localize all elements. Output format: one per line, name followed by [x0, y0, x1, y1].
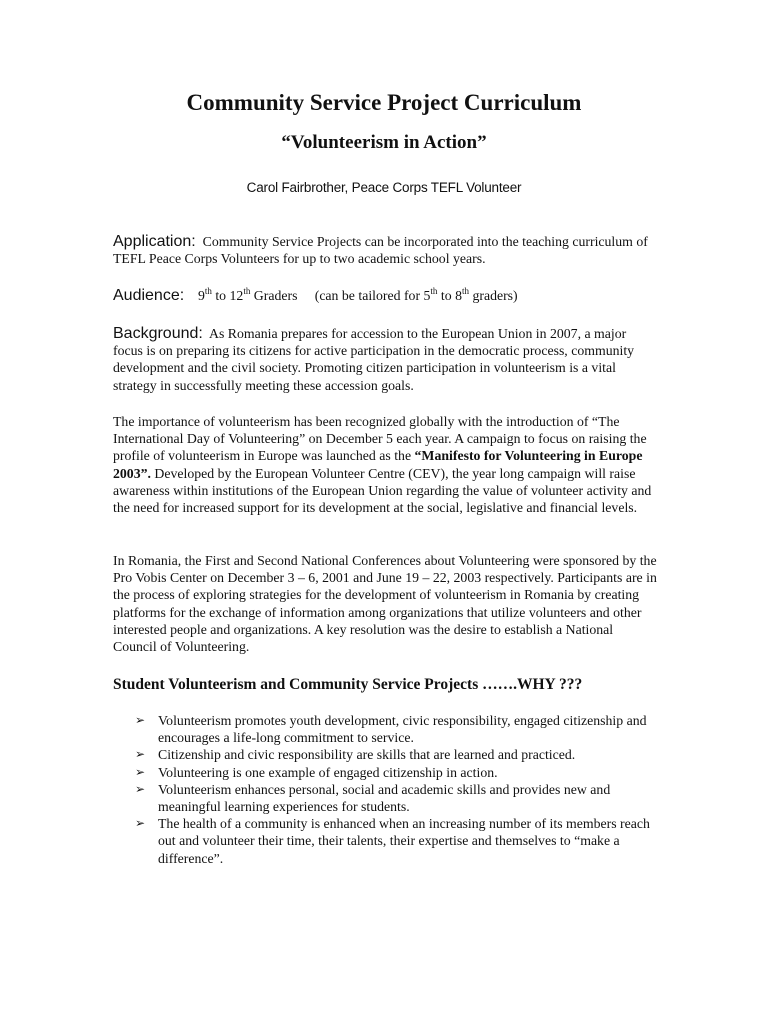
audience-paragraph	[113, 287, 658, 304]
audience-tailored-end: 8	[455, 288, 462, 303]
audience-graders: Graders	[250, 288, 298, 303]
why-bullet-list	[135, 712, 660, 867]
audience-grade-end-suffix: th	[243, 286, 251, 296]
audience-label: Audience:	[113, 287, 185, 304]
audience-tailored-to: to	[437, 288, 456, 303]
paragraph-romania	[113, 552, 658, 655]
author-line: Carol Fairbrother, Peace Corps TEFL Volunteer	[246, 180, 522, 195]
arrow-bullet-icon: ➢	[135, 713, 146, 727]
background-label: Background:	[113, 325, 203, 342]
document-title: Community Service Project Curriculum	[186, 90, 582, 115]
bullet-text: Volunteerism promotes youth development, civic responsibility, engaged citizenship and encourages a life-long commitment to service.	[158, 713, 647, 746]
arrow-bullet-icon: ➢	[135, 747, 146, 762]
background-paragraph	[113, 325, 658, 394]
audience-grade-start-suffix: th	[204, 286, 212, 296]
document-subtitle: “Volunteerism in Action”	[281, 132, 487, 153]
audience-tailored-start: 5	[423, 288, 431, 303]
background-text: As Romania prepares for accession to the European Union in 2007, a major focus is on preparing its citizens for active participation in the democratic process, community development and the civil society. Promoting citizen participation in volunteerism is a vital strategy in successfully meeting these accession goals.	[113, 326, 635, 393]
audience-grade-end: 12	[229, 288, 244, 303]
audience-tailored-start-suffix: th	[430, 286, 438, 296]
list-item	[135, 815, 660, 867]
section-heading: Student Volunteerism and Community Service Projects …….WHY ???	[113, 676, 583, 693]
audience-tailored-suffix: graders)	[469, 288, 518, 303]
arrow-bullet-icon: ➢	[135, 816, 146, 831]
list-item	[135, 746, 660, 763]
arrow-bullet-icon: ➢	[135, 781, 146, 796]
paragraph-manifesto-rest: Developed by the European Volunteer Centre (CEV), the year long campaign will raise awareness within institutions of the European Union regarding the value of volunteer activity and the need for increased support for its development at the social, legislative and financial levels.	[113, 465, 652, 516]
audience-tailored-prefix: (can be tailored for	[314, 288, 424, 303]
application-label: Application:	[113, 233, 196, 250]
bullet-text: The health of a community is enhanced when an increasing number of its members reach out and volunteer their time, their talents, their expertise and themselves to “make a difference”.	[158, 816, 650, 866]
application-paragraph	[113, 233, 658, 267]
list-item	[135, 712, 660, 746]
audience-tailored-end-suffix: th	[461, 286, 469, 296]
bullet-text: Volunteerism enhances personal, social and academic skills and provides new and meaningful learning experiences for students.	[158, 781, 611, 815]
paragraph-manifesto-intro: The importance of volunteerism has been recognized globally with the introduction of “The International Day of Volunteering” on December 5 each year. A campaign to focus on raising the profile of volunteerism in Europe was launched as the	[113, 414, 647, 464]
bullet-text: Citizenship and civic responsibility are skills that are learned and practiced.	[158, 747, 576, 763]
bullet-text: Volunteering is one example of engaged citizenship in action.	[158, 764, 498, 780]
paragraph-manifesto	[113, 413, 658, 516]
list-item	[135, 764, 660, 781]
list-item	[135, 781, 660, 815]
paragraph-romania-text: In Romania, the First and Second National Conferences about Volunteering were sponsored by the Pro Vobis Center on December 3 – 6, 2001 and June 19 – 22, 2003 respectively. Participants are in the process of exploring strategies for the development of volunteerism in Romania by creating platforms for the exchange of information among organizations that utilize volunteers and other interested people and organizations. A key resolution was the desire to establish a National Council of Volunteering.	[113, 553, 657, 655]
arrow-bullet-icon: ➢	[135, 764, 146, 779]
audience-grade-start: 9	[197, 288, 205, 303]
manifesto-title: “Manifesto for Volunteering in Europe 2003”.	[113, 448, 643, 481]
audience-to: to	[211, 288, 230, 303]
application-text: Community Service Projects can be incorporated into the teaching curriculum of TEFL Peace Corps Volunteers for up to two academic school years.	[113, 234, 648, 267]
